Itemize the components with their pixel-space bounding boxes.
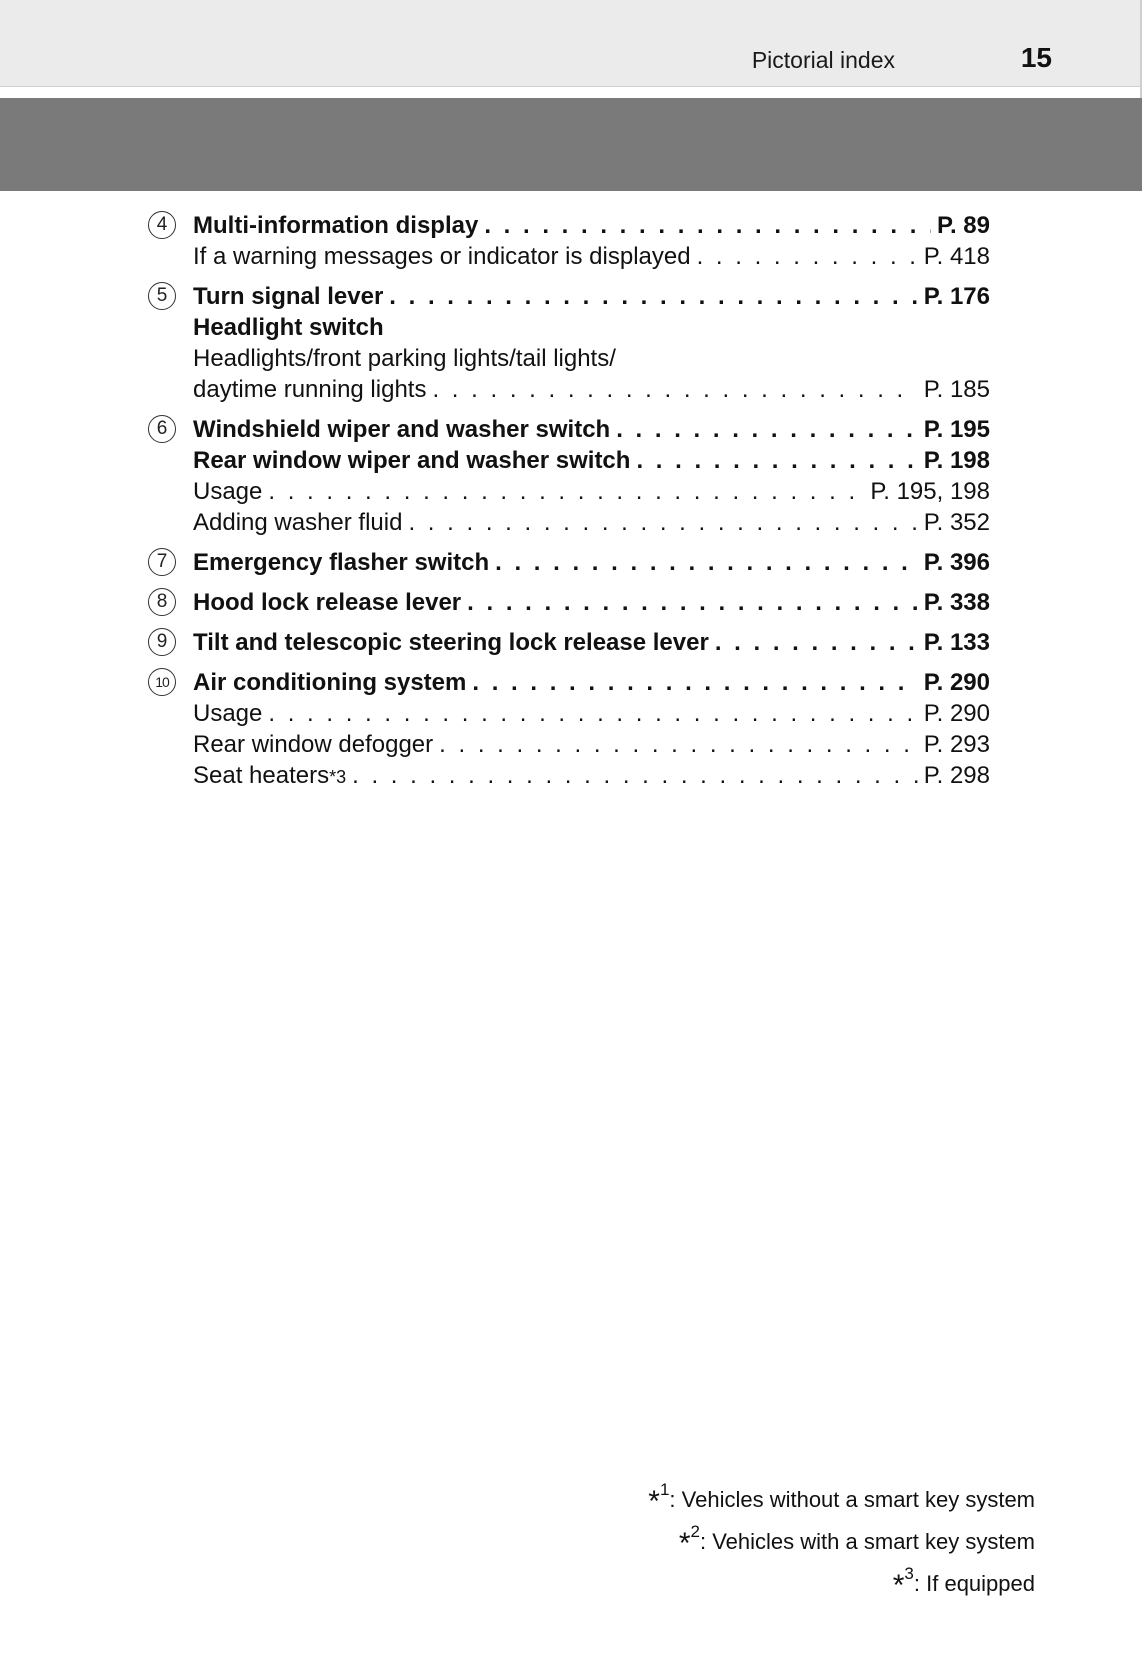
footnote — [648, 1522, 1035, 1564]
page-reference: P. 290 — [923, 669, 990, 696]
page-reference: P. 185 — [923, 376, 990, 403]
footnote-asterisk: * — [678, 1527, 691, 1560]
index-entry — [148, 547, 990, 578]
dot-leader — [352, 760, 918, 791]
page-reference: P. 290 — [923, 700, 990, 727]
item-number-badge: 4 — [148, 211, 176, 239]
dot-leader — [268, 698, 917, 729]
page-reference: P. 198 — [923, 447, 990, 474]
index-heading — [193, 445, 990, 476]
page-reference: P. 418 — [923, 243, 990, 270]
item-label: Air conditioning system — [193, 669, 467, 696]
item-label: Adding washer fluid — [193, 509, 403, 536]
index-heading — [193, 210, 990, 241]
index-subitem — [193, 374, 990, 405]
index-list — [148, 210, 990, 800]
index-heading — [193, 627, 990, 658]
page-reference: P. 89 — [937, 212, 990, 239]
index-heading — [193, 281, 990, 312]
item-number-badge: 5 — [148, 282, 176, 310]
item-label: Windshield wiper and washer switch — [193, 416, 611, 443]
item-label: Multi-information display — [193, 212, 479, 239]
dot-leader — [636, 445, 917, 476]
footnote-asterisk: * — [892, 1569, 905, 1602]
item-label: Rear window defogger — [193, 731, 434, 758]
item-number-badge: 8 — [148, 588, 176, 616]
section-title: Pictorial index — [751, 47, 895, 73]
index-heading — [193, 547, 990, 578]
index-subitem — [193, 241, 990, 272]
footnote-text: : Vehicles without a smart key system — [669, 1487, 1035, 1512]
index-subitem — [193, 507, 990, 538]
index-subitem — [193, 343, 990, 374]
index-heading — [193, 414, 990, 445]
item-label: Rear window wiper and washer switch — [193, 447, 631, 474]
item-label: Emergency flasher switch — [193, 549, 490, 576]
page-reference: P. 298 — [923, 762, 990, 789]
dot-leader — [697, 241, 918, 272]
index-entry — [148, 627, 990, 658]
item-number-badge: 10 — [148, 668, 176, 696]
page-reference: P. 195, 198 — [870, 478, 990, 505]
item-label: Turn signal lever — [193, 283, 384, 310]
dot-leader — [389, 281, 917, 312]
page-reference: P. 338 — [923, 589, 990, 616]
dot-leader — [432, 374, 917, 405]
page-reference: P. 133 — [923, 629, 990, 656]
dot-leader — [268, 476, 864, 507]
item-number-badge: 6 — [148, 415, 176, 443]
index-entry — [148, 414, 990, 538]
dot-leader — [439, 729, 918, 760]
footnote-number: 2 — [690, 1522, 700, 1541]
page-reference: P. 176 — [923, 283, 990, 310]
page-number: 15 — [1020, 42, 1052, 73]
footnotes — [648, 1480, 1035, 1606]
dot-leader — [616, 414, 918, 445]
item-label: Headlights/front parking lights/tail lights/ — [193, 345, 616, 372]
index-heading — [193, 312, 990, 343]
footnote-number: 3 — [904, 1564, 914, 1583]
footnote-text: : If equipped — [913, 1571, 1035, 1596]
dot-leader — [495, 547, 918, 578]
index-entry — [148, 667, 990, 791]
item-label: Headlight switch — [193, 314, 384, 341]
header-band — [0, 0, 1142, 87]
index-heading — [193, 587, 990, 618]
index-subitem — [193, 476, 990, 507]
footnote — [648, 1564, 1035, 1606]
section-banner — [0, 98, 1142, 191]
index-subitem — [193, 729, 990, 760]
dot-leader — [715, 627, 918, 658]
page-reference: P. 293 — [923, 731, 990, 758]
page-reference: P. 195 — [923, 416, 990, 443]
item-label: If a warning messages or indicator is displayed — [193, 243, 691, 270]
dot-leader — [484, 210, 931, 241]
footnote-asterisk: * — [648, 1485, 660, 1518]
item-label: daytime running lights — [193, 376, 427, 403]
footnote-text: : Vehicles with a smart key system — [700, 1529, 1035, 1554]
index-subitem: Seat heaters *3 . . . P. 298 — [193, 760, 990, 791]
item-number-badge: 7 — [148, 548, 176, 576]
item-label: Usage — [193, 478, 263, 505]
footnote-number: 1 — [659, 1480, 670, 1499]
page-reference: P. 396 — [923, 549, 990, 576]
footnote — [648, 1480, 1035, 1522]
item-label: Seat heaters — [193, 762, 330, 789]
item-label: Hood lock release lever — [193, 589, 462, 616]
index-entry — [148, 281, 990, 405]
dot-leader — [472, 667, 917, 698]
index-entry — [148, 587, 990, 618]
item-label: Tilt and telescopic steering lock release lever — [193, 629, 709, 656]
page-reference: P. 352 — [923, 509, 990, 536]
index-entry — [148, 210, 990, 272]
index-subitem — [193, 698, 990, 729]
item-label: Usage — [193, 700, 263, 727]
dot-leader — [408, 507, 917, 538]
item-number-badge: 9 — [148, 628, 176, 656]
index-heading — [193, 667, 990, 698]
dot-leader — [467, 587, 918, 618]
